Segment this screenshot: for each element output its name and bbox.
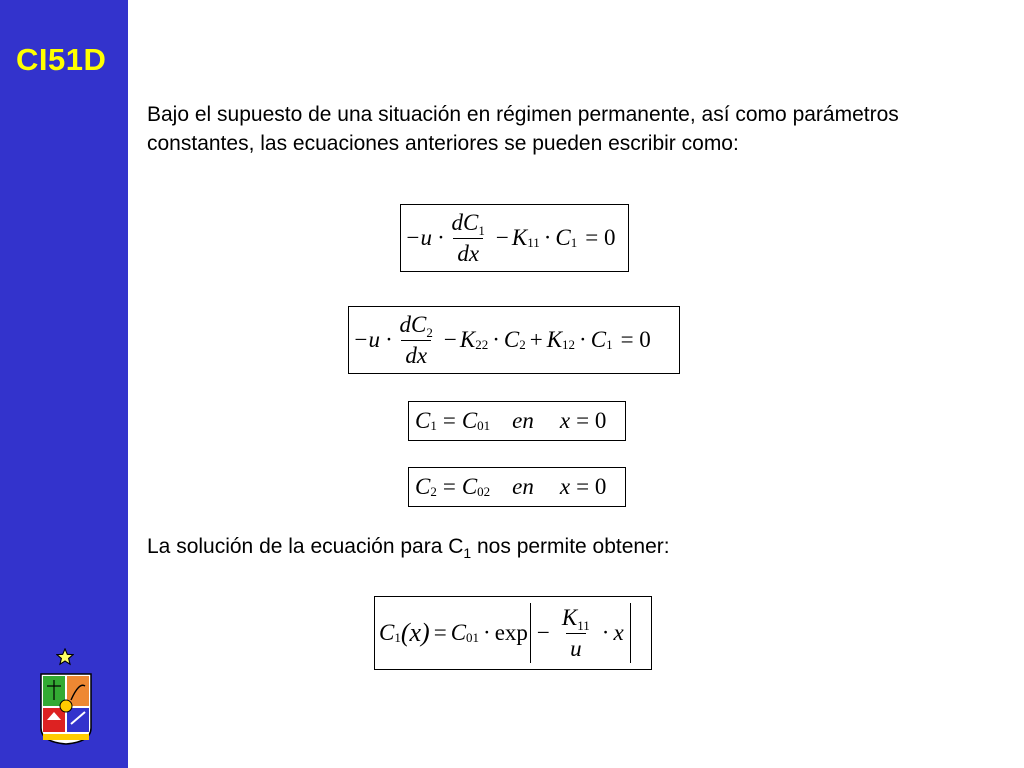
- sol-minus: −: [536, 620, 550, 645]
- solution-intro-paragraph: [147, 532, 670, 568]
- sol-frac-den: u: [566, 633, 586, 662]
- sol-exp: exp: [494, 620, 528, 645]
- eq2-frac-den: dx: [401, 340, 431, 369]
- star-icon: [56, 648, 74, 666]
- eq2-rhs: = 0: [620, 327, 651, 352]
- bc1-x: x: [559, 408, 571, 433]
- eq1-frac-num: dC: [451, 209, 479, 235]
- bc1-en: en: [512, 408, 534, 433]
- solution-equation-box: [374, 596, 652, 670]
- intro-paragraph: Bajo el supuesto de una situación en régimen permanente, así como parámetros constantes, las ecuaciones anteriores se pueden escribir como:: [147, 103, 899, 155]
- bc1-C: C: [415, 408, 431, 433]
- bc1-C0: C: [461, 408, 478, 433]
- eq2-fraction: [396, 312, 437, 369]
- eq2-frac-num-sub: 2: [426, 324, 433, 340]
- sol-dot-2: ·: [601, 620, 610, 645]
- eq2-minus-u: −u ·: [353, 327, 392, 352]
- eq2-K-a: K: [459, 327, 476, 352]
- eq1-K-sub: 11: [527, 235, 540, 250]
- eq2-C-a: C: [503, 327, 520, 352]
- bc1-rhs: = 0: [576, 408, 607, 433]
- bc2-C0: C: [461, 474, 478, 499]
- bc1-C-sub: 1: [430, 418, 437, 433]
- bc2-eq: =: [442, 474, 456, 499]
- eq2-K-a-sub: 22: [475, 337, 489, 352]
- sol-frac-num: K: [561, 604, 578, 630]
- eq1-minus-u: −u ·: [405, 225, 444, 250]
- eq2-K-b: K: [546, 327, 563, 352]
- eq2-dot-1: ·: [492, 327, 500, 352]
- outro-text-after: nos permite obtener:: [471, 535, 670, 558]
- university-crest-icon: [39, 672, 93, 746]
- outro-subscript: 1: [463, 545, 472, 562]
- eq1-frac-den: dx: [453, 238, 483, 267]
- eq1-rhs: = 0: [585, 225, 616, 250]
- eq2-C-a-sub: 2: [519, 337, 526, 352]
- course-code-title: CI51D: [16, 42, 107, 77]
- eq2-dot-2: ·: [579, 327, 587, 352]
- boundary-condition-1: [415, 404, 606, 438]
- eq2-minus: −: [443, 327, 457, 352]
- bc2-rhs: = 0: [576, 474, 607, 499]
- sol-C: C: [379, 620, 395, 645]
- outro-text-before: La solución de la ecuación para C: [147, 535, 464, 558]
- sol-x: x: [613, 620, 624, 645]
- sidebar: [0, 0, 128, 768]
- sol-eq: =: [433, 620, 447, 645]
- boundary-condition-2-box: [408, 467, 626, 507]
- eq2-plus: +: [529, 327, 543, 352]
- boundary-condition-1-box: [408, 401, 626, 441]
- eq2-K-b-sub: 12: [562, 337, 576, 352]
- equation-1: [405, 209, 615, 267]
- bc2-en: en: [512, 474, 534, 499]
- eq2-frac-num: dC: [399, 311, 427, 337]
- sol-C0-sub: 01: [466, 630, 480, 645]
- equation-1-box: [400, 204, 629, 272]
- bc2-C: C: [415, 474, 431, 499]
- solution-equation: [379, 601, 631, 665]
- sol-frac-num-sub: 11: [577, 617, 590, 633]
- boundary-condition-2: [415, 470, 606, 504]
- eq1-C-sub: 1: [570, 235, 578, 250]
- bc2-C0-sub: 02: [477, 484, 491, 499]
- sol-bracket: [530, 603, 631, 663]
- sol-arg: (x): [400, 618, 430, 647]
- bc2-C-sub: 2: [430, 484, 437, 499]
- eq1-minus: −: [495, 225, 509, 250]
- equation-2-box: [348, 306, 680, 374]
- eq1-K: K: [511, 225, 528, 250]
- sol-C-sub: 1: [394, 630, 401, 645]
- sol-C0: C: [450, 620, 467, 645]
- eq1-frac-num-sub: 1: [478, 222, 485, 238]
- bc1-C0-sub: 01: [477, 418, 491, 433]
- eq2-C-b-sub: 1: [606, 337, 613, 352]
- equation-2: [353, 311, 651, 369]
- bc1-eq: =: [442, 408, 456, 433]
- eq1-C: C: [555, 225, 571, 250]
- sol-fraction: [558, 605, 594, 662]
- eq2-C-b: C: [590, 327, 607, 352]
- eq1-fraction: [448, 210, 489, 267]
- eq1-dot: ·: [543, 225, 552, 250]
- bc2-x: x: [559, 474, 571, 499]
- sol-dot: ·: [483, 620, 491, 645]
